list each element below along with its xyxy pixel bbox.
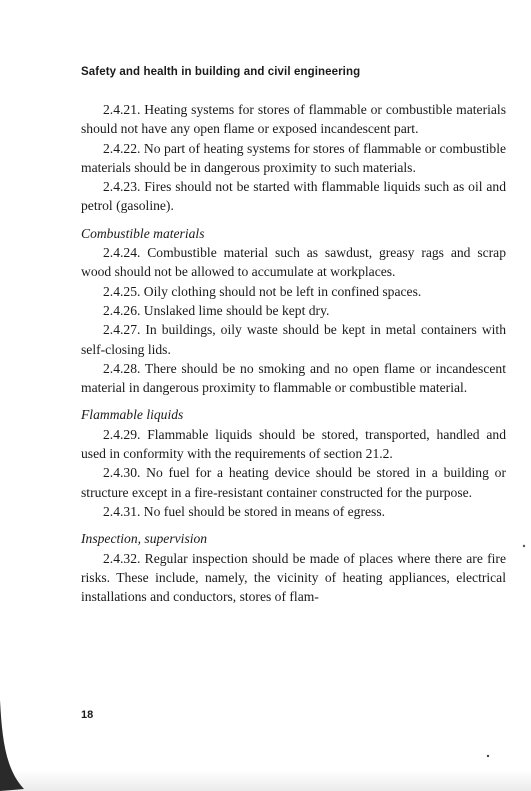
paragraph: 2.4.29. Flammable liquids should be stored, transported, handled and used in conformity with the requirements of section 21.2.: [81, 426, 506, 462]
running-header: Safety and health in building and civil engineering: [81, 66, 361, 78]
paragraph: 2.4.21. Heating systems for stores of flammable or combustible materials should not have any open flame or exposed incandescent part.: [81, 102, 506, 137]
paragraph: 2.4.28. There should be no smoking and no open flame or incandescent material in dangerous proximity to flammable or combustible material.: [81, 360, 506, 396]
section-heading: Inspection, supervision: [81, 531, 208, 547]
section-heading: Flammable liquids: [81, 407, 184, 423]
page-number: 18: [81, 709, 94, 721]
paragraph: 2.4.27. In buildings, oily waste should be kept in metal containers with self-closing lids.: [81, 322, 506, 357]
paragraph: 2.4.32. Regular inspection should be made of places where there are fire risks. These include, namely, the vicinity of heating appliances, electrical installations and conductors, stores of flam-: [81, 550, 506, 605]
paragraph: 2.4.31. No fuel should be stored in means of egress.: [103, 503, 386, 519]
body-text: [81, 100, 506, 606]
paragraph: 2.4.25. Oily clothing should not be left in confined spaces.: [103, 283, 422, 299]
paragraph: 2.4.26. Unslaked lime should be kept dry.: [103, 302, 330, 318]
paragraph: 2.4.30. No fuel for a heating device should be stored in a building or structure except in a fire-resistant container constructed for the purpose.: [81, 465, 506, 500]
paragraph: 2.4.23. Fires should not be started with flammable liquids such as oil and petrol (gasoline).: [81, 179, 506, 214]
section-heading: Combustible materials: [81, 225, 205, 241]
paragraph: 2.4.24. Combustible material such as sawdust, greasy rags and scrap wood should not be allowed to accumulate at workplaces.: [81, 245, 506, 280]
paragraph: 2.4.22. No part of heating systems for stores of flammable or combustible materials should be in dangerous proximity to such materials.: [81, 140, 506, 175]
